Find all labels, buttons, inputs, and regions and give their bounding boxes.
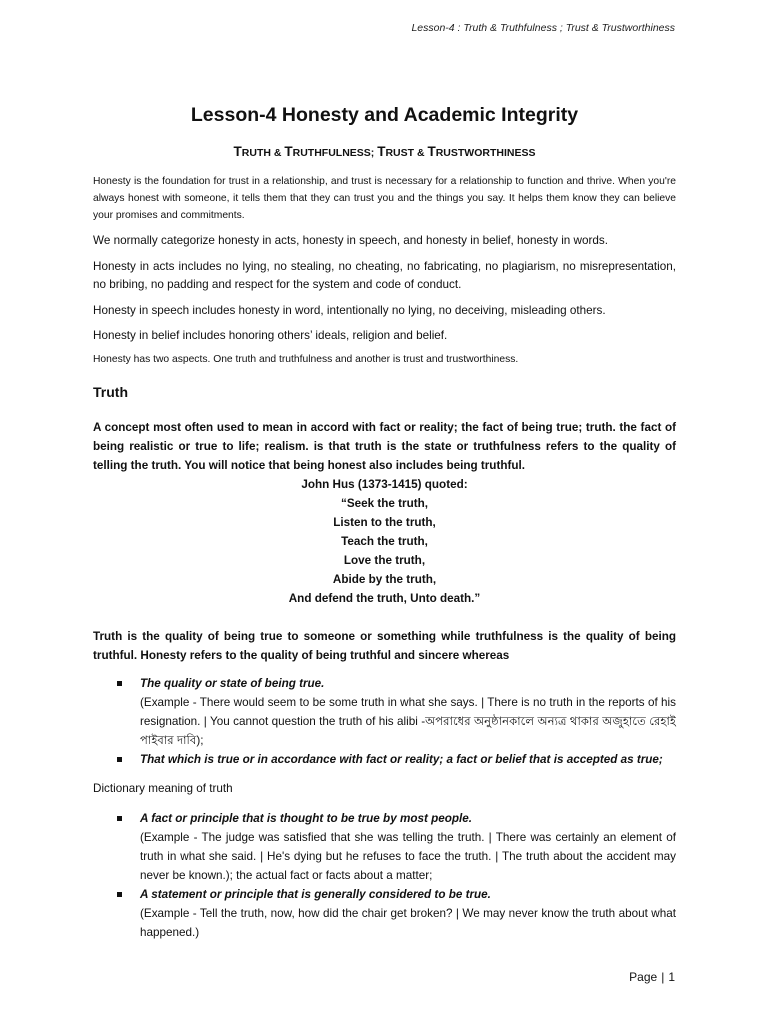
subtitle-cap: T (284, 144, 293, 159)
truth-definition-paragraph: A concept most often used to mean in accord with fact or reality; the fact of being true; truth. the fact of being realistic or true to life; realism. is that truth is the state or truthfulness refers to the quality of telling the truth. You will notice that being honest also includes being truthful. (93, 420, 676, 472)
page-subtitle (93, 144, 676, 159)
honesty-aspects-paragraph: Honesty has two aspects. One truth and truthfulness and another is trust and trustworthiness. (93, 353, 519, 365)
quote-line: “Seek the truth, (340, 496, 429, 510)
running-header: Lesson-4 : Truth & Truthfulness ; Trust & Trustworthiness (411, 22, 675, 34)
bullet-title: A fact or principle that is thought to be true by most people. (140, 812, 473, 825)
categories-paragraph: We normally categorize honesty in acts, honesty in speech, and honesty in belief, honesty in words. (93, 234, 608, 247)
dictionary-heading: Dictionary meaning of truth (93, 781, 233, 795)
subtitle-smallcaps: RUTH & (241, 147, 285, 159)
bullet-example: (Example - The judge was satisfied that she was telling the truth. | There was certainly an element of truth in what she said. | He's dying but he refuses to face the truth. | The truth about the accident may never be known.); the actual fact or facts about a matter; (140, 831, 676, 882)
bullet-square-icon (117, 892, 122, 897)
quote-line: Abide by the truth, (332, 572, 437, 586)
subtitle-smallcaps: RUTHFULNESS; (292, 147, 378, 159)
quote-line: John Hus (1373-1415) quoted: (301, 477, 468, 491)
honesty-belief-paragraph: Honesty in belief includes honoring others’ ideals, religion and belief. (93, 329, 448, 342)
page-separator: | (661, 970, 665, 984)
bullet-title: The quality or state of being true. (140, 676, 325, 690)
quote-line: Listen to the truth, (333, 515, 436, 529)
intro-paragraph: Honesty is the foundation for trust in a relationship, and trust is necessary for a relationship to function and thrive. When you're always honest with someone, it tells them that they can trust you and the things you say. It helps them know they can believe your promises and commitments. (93, 176, 676, 221)
truth-quality-paragraph: Truth is the quality of being true to someone or something while truthfulness is the quality of being truthful. Honesty refers to the quality of being truthful and sincere whereas (93, 629, 676, 662)
bullet-square-icon (117, 681, 122, 686)
page-footer (629, 970, 675, 984)
list-item (93, 885, 676, 942)
bullet-title: That which is true or in accordance with fact or reality; a fact or belief that is accepted as true; (140, 752, 663, 766)
page-number: 1 (668, 970, 675, 984)
dictionary-bullet-list (93, 809, 676, 942)
truth-bullet-list (93, 674, 676, 769)
quote-line: Love the truth, (343, 553, 426, 567)
subtitle-cap: T (377, 144, 386, 159)
page-content (93, 104, 676, 942)
honesty-speech-paragraph: Honesty in speech includes honesty in word, intentionally no lying, no deceiving, misleading others. (93, 303, 606, 317)
page-title: Lesson-4 Honesty and Academic Integrity (190, 104, 579, 126)
subtitle-smallcaps: RUSTWORTHINESS (435, 147, 536, 159)
subtitle-cap: T (427, 144, 436, 159)
quote-block (93, 475, 676, 608)
page-label: Page (629, 970, 658, 984)
quote-line: Teach the truth, (341, 534, 428, 548)
subtitle-cap: T (233, 144, 242, 159)
bullet-title: A statement or principle that is generally considered to be true. (140, 888, 491, 901)
bullet-square-icon (117, 757, 122, 762)
bullet-example: (Example - Tell the truth, now, how did the chair get broken? | We may never know the truth about what happened.) (140, 907, 676, 939)
list-item (93, 750, 676, 769)
list-item (93, 809, 676, 885)
bullet-example: (Example - There would seem to be some truth in what she says. | There is no truth in the reports of his resignation. | You cannot question the truth of his alibi -অপরাধের অনুষ্ঠানকালে অন্যত্র থাকার অজুহাতে রেহাই পাইবার দাবি); (140, 695, 676, 747)
list-item (93, 674, 676, 750)
section-heading-truth: Truth (93, 383, 128, 400)
subtitle-smallcaps: RUST & (385, 147, 428, 159)
bullet-square-icon (117, 816, 122, 821)
honesty-acts-paragraph: Honesty in acts includes no lying, no stealing, no cheating, no fabricating, no plagiarism, no misrepresentation, no bribing, no padding and respect for the system and code of conduct. (93, 259, 676, 291)
quote-line: And defend the truth, Unto death.” (288, 591, 481, 605)
